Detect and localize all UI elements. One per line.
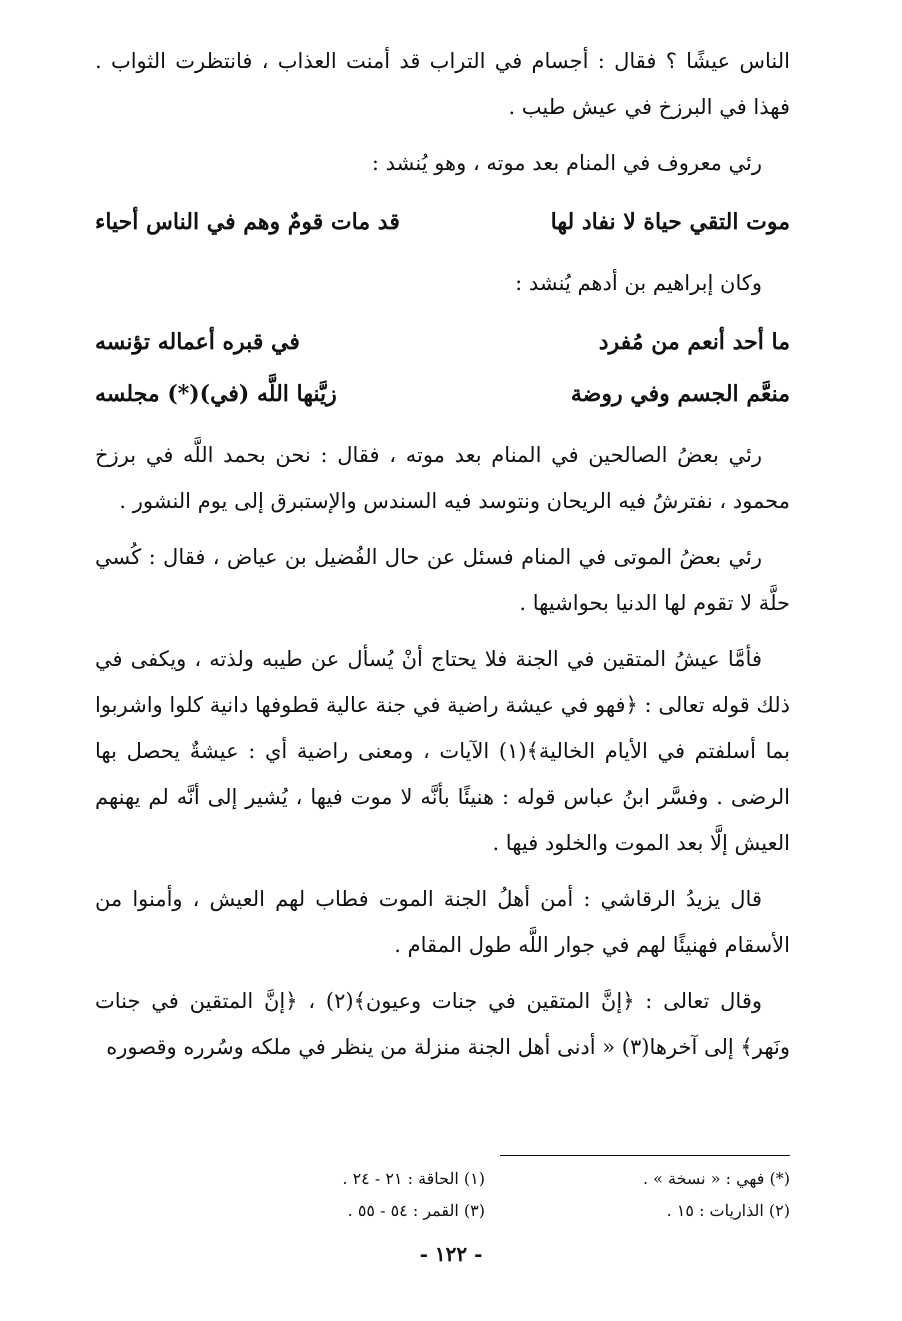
footnote: (٣) القمر : ٥٤ - ٥٥ . xyxy=(347,1201,485,1220)
paragraph: فأمَّا عيشُ المتقين في الجنة فلا يحتاج أنْ يُسأل عن طيبه ولذته ، ويكفى في ذلك قوله تعالى : ﴿فهو في عيشة راضية في جنة عالية قطوفها دانية كلوا واشربوا بما أسلفتم في الأيام الخالية﴾(١) الآيات ، ومعنى راضية أي : عيشةٌ يحصل بها الرضى . وفسَّر ابنُ عباس قوله : هنيئًا بأنَّه لا موت فيها ، يُشير إلى أنَّه لم يهنهم العيش إلَّا بعد الموت والخلود فيها . xyxy=(95,647,790,855)
footnote: (*) فهي : « نسخة » . xyxy=(642,1169,790,1188)
poem-verse xyxy=(95,196,790,248)
footnote: (١) الحاقة : ٢١ - ٢٤ . xyxy=(342,1169,485,1188)
poem-verse xyxy=(95,316,790,368)
verse-first-hemistich: ما أحد أنعم من مُفرد xyxy=(598,329,790,355)
page-body xyxy=(95,38,790,1080)
poem-verse xyxy=(95,368,790,420)
poem-ibn-adham xyxy=(95,316,790,420)
footnote-separator xyxy=(500,1155,790,1156)
footnotes xyxy=(180,1165,790,1225)
paragraph: الناس عيشًا ؟ فقال : أجسام في التراب قد أمنت العذاب ، فانتظرت الثواب . فهذا في البرزخ في عيش طيب . xyxy=(95,49,790,119)
paragraph: رئي معروف في المنام بعد موته ، وهو يُنشد : xyxy=(371,151,762,175)
paragraph: وكان إبراهيم بن أدهم يُنشد : xyxy=(515,271,762,295)
paragraph: رئي بعضُ الصالحين في المنام بعد موته ، فقال : نحن بحمد اللَّه في برزخ محمود ، نفترشُ فيه الريحان ونتوسد فيه السندس والإستبرق إلى يوم النشور . xyxy=(95,443,790,513)
footnote: (٢) الذاريات : ١٥ . xyxy=(666,1201,790,1220)
verse-second-hemistich: قد مات قومٌ وهم في الناس أحياء xyxy=(95,209,400,235)
page-number: - ١٢٢ - xyxy=(419,1242,483,1266)
verse-second-hemistich: في قبره أعماله تؤنسه xyxy=(95,329,300,355)
paragraph: وقال تعالى : ﴿إنَّ المتقين في جنات وعيون﴾(٢) ، ﴿إنَّ المتقين في جنات ونَهر﴾ إلى آخرها(٣) « أدنى أهل الجنة منزلة من ينظر في ملكه وسُرره وقصوره xyxy=(95,989,790,1059)
paragraph: قال يزيدُ الرقاشي : أمن أهلُ الجنة الموت فطاب لهم العيش ، وأمنوا من الأسقام فهنيئًا لهم في جوار اللَّه طول المقام . xyxy=(95,887,790,957)
paragraph: رئي بعضُ الموتى في المنام فسئل عن حال الفُضيل بن عياض ، فقال : كُسي حلَّة لا تقوم لها الدنيا بحواشيها . xyxy=(95,545,790,615)
verse-first-hemistich: موت التقي حياة لا نفاد لها xyxy=(550,209,790,235)
poem-maruf xyxy=(95,196,790,248)
verse-second-hemistich: زيَّنها اللَّه (في)(*) مجلسه xyxy=(95,381,337,407)
verse-first-hemistich: منعَّم الجسم وفي روضة xyxy=(570,381,790,407)
